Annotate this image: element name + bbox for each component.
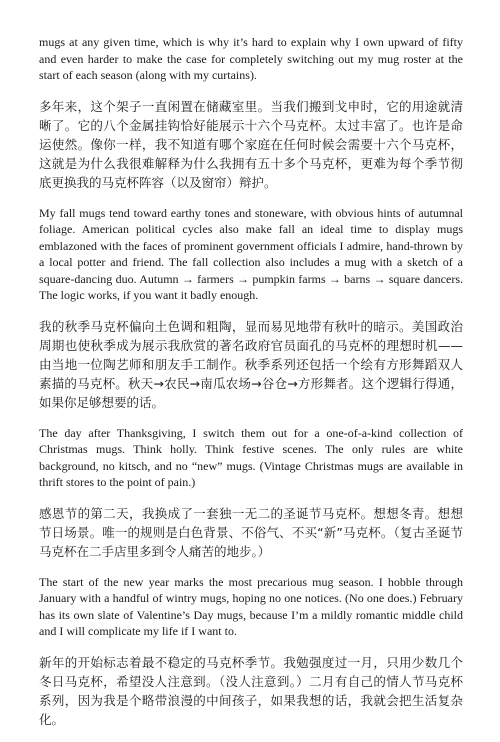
paragraph-en-4: The start of the new year marks the most precarious mug season. I hobble through January with a handful of wintry mugs, hoping no one notices. (No one does.) February has its own slate of Valentine’s Day mugs, because I’m a mildly romantic middle child and I will complicate my life if I want to. bbox=[39, 574, 463, 638]
paragraph-zh-3: 感恩节的第二天，我换成了一套独一无二的圣诞节马克杯。想想冬青。想想节日场景。唯一的规则是白色背景、不俗气、不买“新”马克杯。（复古圣诞节马克杯在二手店里多到令人痛苦的地步。） bbox=[39, 505, 463, 559]
paragraph-en-3: The day after Thanksgiving, I switch them out for a one-of-a-kind collection of Christmas mugs. Think holly. Think festive scenes. The only rules are white background, no kitsch, and no “new” mugs. (Vintage Christmas mugs are available in thrift stores to the point of pain.) bbox=[39, 425, 463, 489]
document-page bbox=[39, 34, 463, 742]
paragraph-en-1: mugs at any given time, which is why it’s hard to explain why I own upward of fifty and even harder to make the case for completely switching out my mug roster at the start of each season (along with my curtains). bbox=[39, 35, 463, 82]
paragraph-en-2: My fall mugs tend toward earthy tones and stoneware, with obvious hints of autumnal foliage. American political cycles also make fall an ideal time to display mugs emblazoned with the faces of prominent government officials I admire, hand-thrown by a local potter and friend. The fall collection also includes a mug with a sketch of a square-dancing duo. Autumn → farmers → pumpkin farms → barns → square dancers. The logic works, if you want it badly enough. bbox=[39, 205, 463, 302]
paragraph-zh-4: 新年的开始标志着最不稳定的马克杯季节。我勉强度过一月，只用少数几个冬日马克杯，希望没人注意到。（没人注意到。）二月有自己的情人节马克杯系列，因为我是个略带浪漫的中间孩子，如果我想的话，我就会把生活复杂化。 bbox=[39, 654, 463, 727]
paragraph-zh-1: 多年来，这个架子一直闲置在储藏室里。当我们搬到戈申时，它的用途就清晰了。它的八个金属挂钩恰好能展示十六个马克杯。太过丰富了。也许是命运使然。像你一样，我不知道有哪个家庭在任何时候会需要十六个马克杯，这就是为什么我很难解释为什么我拥有五十多个马克杯，更难为每个季节彻底更换我的马克杯阵容（以及窗帘）辩护。 bbox=[39, 98, 463, 190]
paragraph-zh-2: 我的秋季马克杯偏向土色调和粗陶，显而易见地带有秋叶的暗示。美国政治周期也使秋季成为展示我欣赏的著名政府官员面孔的马克杯的理想时机——由当地一位陶艺师和朋友手工制作。秋季系列还包括一个绘有方形舞蹈双人素描的马克杯。秋天→农民→南瓜农场→谷仓→方形舞者。这个逻辑行得通，如果你足够想要的话。 bbox=[39, 318, 463, 410]
